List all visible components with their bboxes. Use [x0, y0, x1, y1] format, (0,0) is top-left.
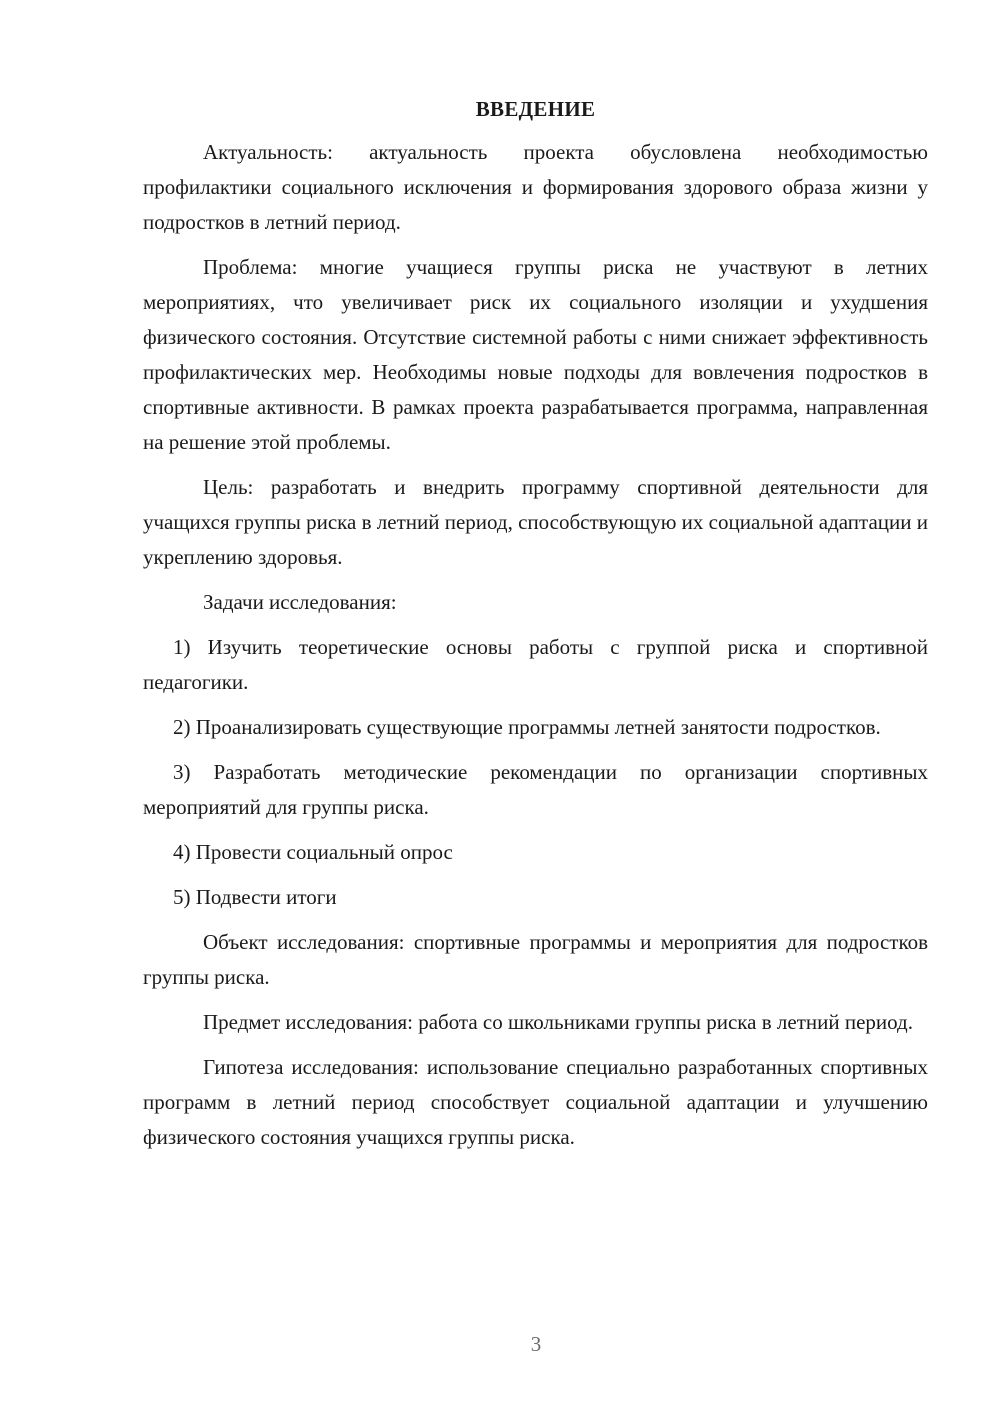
page-title: ВВЕДЕНИЕ: [475, 97, 596, 121]
object-paragraph: Объект исследования: спортивные программы и мероприятия для подростков группы риска.: [143, 930, 928, 989]
task-item: 1) Изучить теоретические основы работы с группой риска и спортивной педагогики.: [143, 635, 928, 694]
relevance-paragraph: Актуальность: актуальность проекта обусловлена необходимостью профилактики социального исключения и формирования здорового образа жизни у подростков в летний период.: [143, 140, 928, 234]
task-item: 3) Разработать методические рекомендации по организации спортивных мероприятий для группы риска.: [143, 760, 928, 819]
tasks-heading: Задачи исследования:: [203, 590, 397, 614]
task-item: 2) Проанализировать существующие программы летней занятости подростков.: [173, 715, 881, 739]
hypothesis-paragraph: Гипотеза исследования: использование специально разработанных спортивных программ в летний период способствует социальной адаптации и улучшению физического состояния учащихся группы риска.: [143, 1055, 928, 1149]
task-item: 5) Подвести итоги: [173, 885, 337, 909]
subject-paragraph: Предмет исследования: работа со школьниками группы риска в летний период.: [203, 1010, 913, 1034]
problem-paragraph: Проблема: многие учащиеся группы риска не участвуют в летних мероприятиях, что увеличивает риск их социального изоляции и ухудшения физического состояния. Отсутствие системной работы с ними снижает эффективность профилактических мер. Необходимы новые подходы для вовлечения подростков в спортивные активности. В рамках проекта разрабатывается программа, направленная на решение этой проблемы.: [143, 255, 928, 454]
page-number: 3: [530, 1332, 542, 1356]
task-item: 4) Провести социальный опрос: [173, 840, 453, 864]
goal-paragraph: Цель: разработать и внедрить программу спортивной деятельности для учащихся группы риска в летний период, способствующую их социальной адаптации и укреплению здоровья.: [143, 475, 928, 569]
page-body: [143, 92, 928, 1165]
